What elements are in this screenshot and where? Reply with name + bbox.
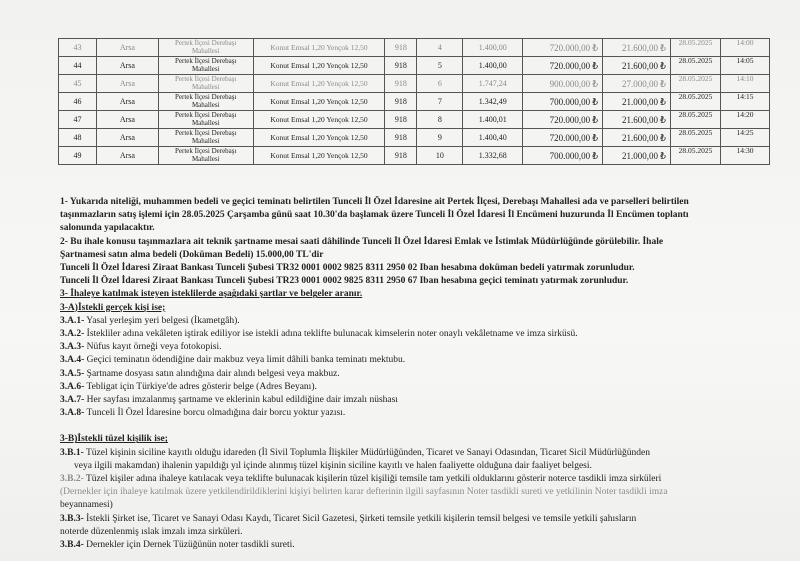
clause-3: 3- İhaleye katılmak isteyen isteklilerde aşağıdaki şartlar ve belgeler aranır. xyxy=(60,289,363,300)
clause-1-cont: taşınmazların satış işlemi için 28.05.2025 Çarşamba günü saat 10.30'da başlamak üzere Tunceli İl Özel İdaresi İl Encümeni huzurunda İl Encümen toplantı xyxy=(60,210,689,221)
cell-type: Arsa xyxy=(96,93,158,111)
cell-district: Pertek İlçesi Derebaşı Mahallesi xyxy=(158,93,253,111)
cell-type: Arsa xyxy=(96,147,158,165)
cell-guarantee: 21.600,00 ₺ xyxy=(603,111,671,129)
cell-parsel: 6 xyxy=(417,75,463,93)
cell-price: 700.000,00 ₺ xyxy=(523,147,603,165)
item-3a2: 3.A.2- İstekliler adına vekâleten iştirak ediliyor ise istekli adına teklifte bulunacak kimselerin noter onaylı vekâletname ve imza sirküsü. xyxy=(60,329,578,340)
cell-guarantee: 27.000,00 ₺ xyxy=(603,75,671,93)
cell-guarantee: 21.600,00 ₺ xyxy=(603,129,671,147)
cell-parsel: 4 xyxy=(417,39,463,57)
iban-doc-fee: Tunceli İl Özel İdaresi Ziraat Bankası Tunceli Şubesi TR32 0001 0002 9825 8311 2950 02 Iban hesabına doküman bedeli yatırmak zorunludur. xyxy=(60,263,635,274)
item-3b3-cont: noterde düzenlenmiş ıslak imzalı imza sirküleri. xyxy=(60,526,243,537)
cell-ada: 918 xyxy=(385,39,417,57)
table-row xyxy=(59,93,770,111)
cell-date: 28.05.2025 xyxy=(671,75,721,93)
cell-area: 1.332,68 xyxy=(463,147,523,165)
iban-guarantee: Tunceli İl Özel İdaresi Ziraat Bankası Tunceli Şubesi TR23 0001 0002 9825 8311 2950 67 Iban hesabına geçici teminatı yatırmak zorunludur. xyxy=(60,276,629,287)
cell-date: 28.05.2025 xyxy=(671,39,721,57)
cell-no: 49 xyxy=(59,147,97,165)
cell-parsel: 7 xyxy=(417,93,463,111)
cell-zoning: Konut Emsal 1,20 Yençok 12,50 xyxy=(253,57,385,75)
cell-time: 14:15 xyxy=(721,93,770,111)
cell-ada: 918 xyxy=(385,75,417,93)
table-row xyxy=(59,129,770,147)
cell-zoning: Konut Emsal 1,20 Yençok 12,50 xyxy=(253,147,385,165)
cell-area: 1.400,00 xyxy=(463,39,523,57)
cell-guarantee: 21.000,00 ₺ xyxy=(603,147,671,165)
cell-area: 1.400,01 xyxy=(463,111,523,129)
cell-type: Arsa xyxy=(96,39,158,57)
cell-time: 14:05 xyxy=(721,57,770,75)
cell-zoning: Konut Emsal 1,20 Yençok 12,50 xyxy=(253,39,385,57)
cell-time: 14:25 xyxy=(721,129,770,147)
item-3a4: 3.A.4- Geçici teminatın ödendiğine dair makbuz veya limit dâhili banka teminatı mektubu. xyxy=(60,355,406,366)
cell-ada: 918 xyxy=(385,93,417,111)
cell-zoning: Konut Emsal 1,20 Yençok 12,50 xyxy=(253,75,385,93)
cell-time: 14:30 xyxy=(721,147,770,165)
clause-1: 1- Yukarıda niteliği, muhammen bedeli ve geçici teminatı belirtilen Tunceli İl Özel İdaresine ait Pertek İlçesi, Derebaşı Mahallesi ada ve parselleri belirtilen xyxy=(60,197,689,207)
cell-parsel: 10 xyxy=(417,147,463,165)
cell-type: Arsa xyxy=(96,75,158,93)
table-row xyxy=(59,147,770,165)
table-row xyxy=(59,57,770,75)
item-3b2: 3.B.2- Tüzel kişiler adına ihaleye katılacak veya teklifte bulunacak kişilerin tüzel kişiliği temsile tam yetkili olduklarını gösterir noterce tasdikli imza sirküleri xyxy=(60,474,662,485)
cell-ada: 918 xyxy=(385,129,417,147)
item-3b2-cont: beyannamesi) xyxy=(60,500,113,511)
cell-area: 1.342,49 xyxy=(463,93,523,111)
cell-type: Arsa xyxy=(96,57,158,75)
cell-area: 1.400,40 xyxy=(463,129,523,147)
cell-price: 700.000,00 ₺ xyxy=(523,93,603,111)
clause-1-cont: salonunda yapılacaktır. xyxy=(60,223,155,234)
cell-district: Pertek İlçesi Derebaşı Mahallesi xyxy=(158,39,253,57)
cell-zoning: Konut Emsal 1,20 Yençok 12,50 xyxy=(253,129,385,147)
item-3b2-cont: (Dernekler için ihaleye katılmak üzere yetkilendirildiklerini kişiyi belirten karar defterinin ilgili sayfasının Noter tasdikli sureti ve yetkilinin Noter tasdikli imza xyxy=(60,487,668,498)
cell-parsel: 5 xyxy=(417,57,463,75)
cell-date: 28.05.2025 xyxy=(671,93,721,111)
cell-type: Arsa xyxy=(96,129,158,147)
cell-date: 28.05.2025 xyxy=(671,111,721,129)
clause-2-cont: Şartnamesi satın alma bedeli (Doküman Bedeli) 15.000,00 TL'dir xyxy=(60,249,324,260)
parcel-table xyxy=(58,38,770,165)
cell-price: 720.000,00 ₺ xyxy=(523,111,603,129)
cell-date: 28.05.2025 xyxy=(671,147,721,165)
cell-district: Pertek İlçesi Derebaşı Mahallesi xyxy=(158,75,253,93)
item-3b3: 3.B.3- İstekli Şirket ise, Ticaret ve Sanayi Odası Kaydı, Ticaret Sicil Gazetesi, Şirketi temsile yetkili kişilerin temsil belgesi ve temsile yetkili şahısların xyxy=(60,513,637,524)
cell-date: 28.05.2025 xyxy=(671,129,721,147)
cell-parsel: 8 xyxy=(417,111,463,129)
cell-price: 720.000,00 ₺ xyxy=(523,39,603,57)
section-a-heading: 3-A)İstekli gerçek kişi ise; xyxy=(60,302,166,313)
item-3a6: 3.A.6- Tebligat için Türkiye'de adres gösterir belge (Adres Beyanı). xyxy=(60,381,317,392)
cell-district: Pertek İlçesi Derebaşı Mahallesi xyxy=(158,57,253,75)
item-3b1: 3.B.1- Tüzel kişinin siciline kayıtlı olduğu idareden (İl Sivil Toplumla İlişkiler Müdürlüğünden, Ticaret ve Sanayi Odasından, Ticaret Sicil Müdürlüğünden xyxy=(60,447,651,458)
cell-time: 14:10 xyxy=(721,75,770,93)
cell-price: 720.000,00 ₺ xyxy=(523,57,603,75)
item-3b1-cont: veya ilgili makamdan) ihalenin yapıldığı yıl içinde alınmış tüzel kişinin siciline kayıtlı ve halen faaliyette olduğuna dair faaliyet belgesi. xyxy=(74,460,592,471)
table-row xyxy=(59,39,770,57)
cell-ada: 918 xyxy=(385,57,417,75)
conditions-text xyxy=(60,196,760,552)
cell-guarantee: 21.000,00 ₺ xyxy=(603,93,671,111)
cell-ada: 918 xyxy=(385,147,417,165)
clause-2: 2- Bu ihale konusu taşınmazlara ait teknik şartname mesai saati dâhilinde Tunceli İl Özel İdaresi Emlak ve İstimlak Müdürlüğünde görülebilir. İhale xyxy=(60,236,664,247)
table-row xyxy=(59,111,770,129)
item-3a7: 3.A.7- Her sayfası imzalanmış şartname ve eklerinin kabul edildiğine dair imzalı nüshası xyxy=(60,395,398,406)
cell-date: 28.05.2025 xyxy=(671,57,721,75)
item-3a1: 3.A.1- Yasal yerleşim yeri belgesi (İkametgâh). xyxy=(60,315,240,326)
cell-parsel: 9 xyxy=(417,129,463,147)
cell-district: Pertek İlçesi Derebaşı Mahallesi xyxy=(158,129,253,147)
section-b-heading: 3-B)İstekli tüzel kişilik ise; xyxy=(60,434,168,445)
item-3a5: 3.A.5- Şartname dosyası satın alındığına dair alındı belgesi veya makbuz. xyxy=(60,368,340,379)
item-3a8: 3.A.8- Tunceli İl Özel İdaresine borcu olmadığına dair borcu yoktur yazısı. xyxy=(60,408,346,419)
cell-no: 47 xyxy=(59,111,97,129)
cell-price: 900.000,00 ₺ xyxy=(523,75,603,93)
cell-district: Pertek İlçesi Derebaşı Mahallesi xyxy=(158,111,253,129)
cell-time: 14:20 xyxy=(721,111,770,129)
cell-ada: 918 xyxy=(385,111,417,129)
cell-time: 14:00 xyxy=(721,39,770,57)
cell-area: 1.400,00 xyxy=(463,57,523,75)
cell-zoning: Konut Emsal 1,20 Yençok 12,50 xyxy=(253,111,385,129)
item-3a3: 3.A.3- Nüfus kayıt örneği veya fotokopisi. xyxy=(60,342,222,353)
table-row xyxy=(59,75,770,93)
cell-guarantee: 21.600,00 ₺ xyxy=(603,57,671,75)
cell-price: 720.000,00 ₺ xyxy=(523,129,603,147)
cell-district: Pertek İlçesi Derebaşı Mahallesi xyxy=(158,147,253,165)
cell-area: 1.747,24 xyxy=(463,75,523,93)
cell-zoning: Konut Emsal 1,20 Yençok 12,50 xyxy=(253,93,385,111)
item-3b4: 3.B.4- Dernekler için Dernek Tüzüğünün noter tasdikli sureti. xyxy=(60,540,295,551)
cell-guarantee: 21.600,00 ₺ xyxy=(603,39,671,57)
cell-no: 44 xyxy=(59,57,97,75)
cell-no: 45 xyxy=(59,75,97,93)
cell-type: Arsa xyxy=(96,111,158,129)
cell-no: 43 xyxy=(59,39,97,57)
cell-no: 48 xyxy=(59,129,97,147)
cell-no: 46 xyxy=(59,93,97,111)
